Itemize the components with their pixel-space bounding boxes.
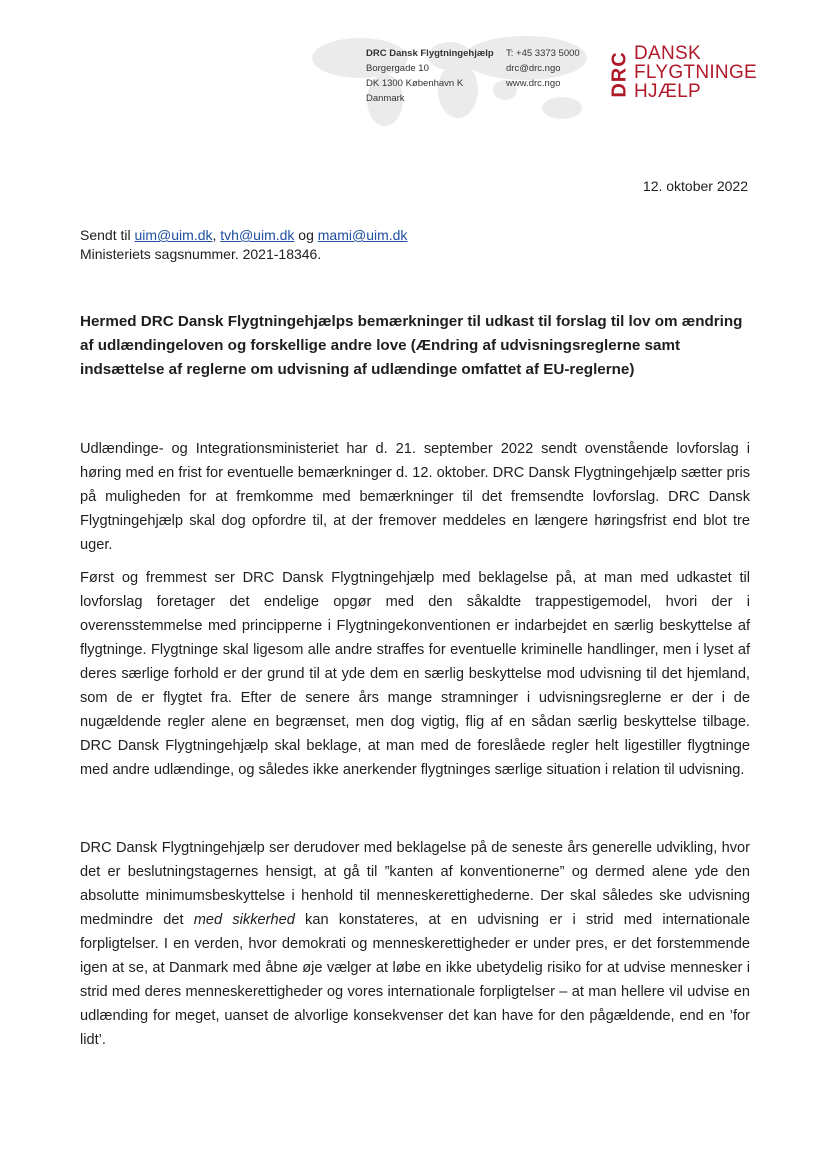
recipients-line (80, 226, 407, 245)
recipient-conjunction: og (298, 227, 314, 243)
address-country: Danmark (366, 93, 405, 104)
contact-info (506, 46, 580, 91)
logo-wordmark (634, 44, 757, 101)
recipients-block (80, 226, 407, 264)
emphasis-text: med sikkerhed (193, 912, 295, 928)
sender-address (366, 46, 494, 106)
email-link-uim[interactable]: uim@uim.dk (134, 227, 213, 243)
paragraph-general-development (80, 836, 750, 1052)
paragraph-intro: Udlændinge- og Integrationsministeriet har d. 21. september 2022 sendt ovenstående lovforslag i høring med en frist for eventuelle bemærkninger d. 12. oktober. DRC Dansk Flygtningehjælp sætter pris på muligheden for at fremkomme med bemærkninger til det fremsendte lovforslag. DRC Dansk Flygtningehjælp skal dog opfordre til, at der fremover meddeles en længere høringsfrist end blot tre uger. (80, 441, 750, 553)
drc-logo (608, 43, 757, 106)
contact-email: drc@drc.ngo (506, 63, 561, 74)
paragraph-text-part-1: DRC Dansk Flygtningehjælp ser derudover med beklagelse på de seneste års generelle udvikling, hvor det er beslutningstagernes hensigt, at gå til ”kanten af konventionerne” og dermed alene yde den absolutte minimumsbeskyttelse i henhold til menneskerettighederne. Der skal således ske udvisning medmindre det (80, 840, 750, 928)
paragraph-text-part-2: kan konstateres, at en udvisning er i strid med internationale forpligtelser. I en verden, hvor demokrati og menneskerettigheder er under pres, er det forstemmende igen at se, at Danmark med åbne øje vælger at løbe en ikke ubetydelig risiko for at udvise mennesker i strid med deres menneskerettigheder og vores internationale forpligtelser – at man hellere vil udvise en udlænding for meget, uanset de alvorlige konsekvenser det kan have for den pågældende, end en ’for lidt’. (80, 912, 750, 1048)
address-city: DK 1300 København K (366, 78, 464, 89)
recipient-separator: , (212, 227, 217, 243)
logo-line-2: FLYGTNINGE (634, 62, 757, 83)
email-link-mami[interactable]: mami@uim.dk (317, 227, 408, 243)
address-street: Borgergade 10 (366, 63, 429, 74)
logo-line-3: HJÆLP (634, 81, 701, 102)
phone-number: T: +45 3373 5000 (506, 48, 580, 59)
paragraph-trappestigemodel: Først og fremmest ser DRC Dansk Flygtningehjælp med beklagelse på, at man med udkastet til lovforslag foretager det endelige opgør med den såkaldte trappestigemodel, hvori der i overensstemmelse med principperne i Flygtningekonventionen er indarbejdet en særlig beskyttelse af flygtninge. Flygtninge skal ligesom alle andre straffes for eventuelle kriminelle handlinger, men i lyset af deres særlige forhold er der grund til at yde dem en særlig beskyttelse mod udvisning til det hjemland, som de er flygtet fra. Efter de senere års mange stramninger i udvisningsreglerne er der i de nugældende regler alene en begrænset, men dog vigtig, flig af en sådan særlig beskyttelse tilbage. DRC Dansk Flygtningehjælp skal beklage, at man med de foreslåede regler helt ligestiller flygtninge med andre udlændinge, og således ikke anerkender flygtninges særlige situation i relation til udvisning. (80, 570, 750, 778)
sent-to-label: Sendt til (80, 227, 131, 243)
case-number: Ministeriets sagsnummer. 2021-18346. (80, 246, 322, 262)
email-link-tvh[interactable]: tvh@uim.dk (220, 227, 295, 243)
org-name: DRC Dansk Flygtningehjælp (366, 48, 494, 59)
website: www.drc.ngo (506, 78, 561, 89)
logo-abbrev: DRC (608, 50, 631, 98)
letter-heading: Hermed DRC Dansk Flygtningehjælps bemærkninger til udkast til forslag til lov om ændring af udlændingeloven og forskellige andre love (Ændring af udvisningsreglerne samt indsættelse af reglerne om udvisning af udlændinge omfattet af EU-reglerne) (80, 313, 743, 378)
letter-date: 12. oktober 2022 (642, 178, 748, 194)
logo-line-1: DANSK (634, 43, 701, 64)
